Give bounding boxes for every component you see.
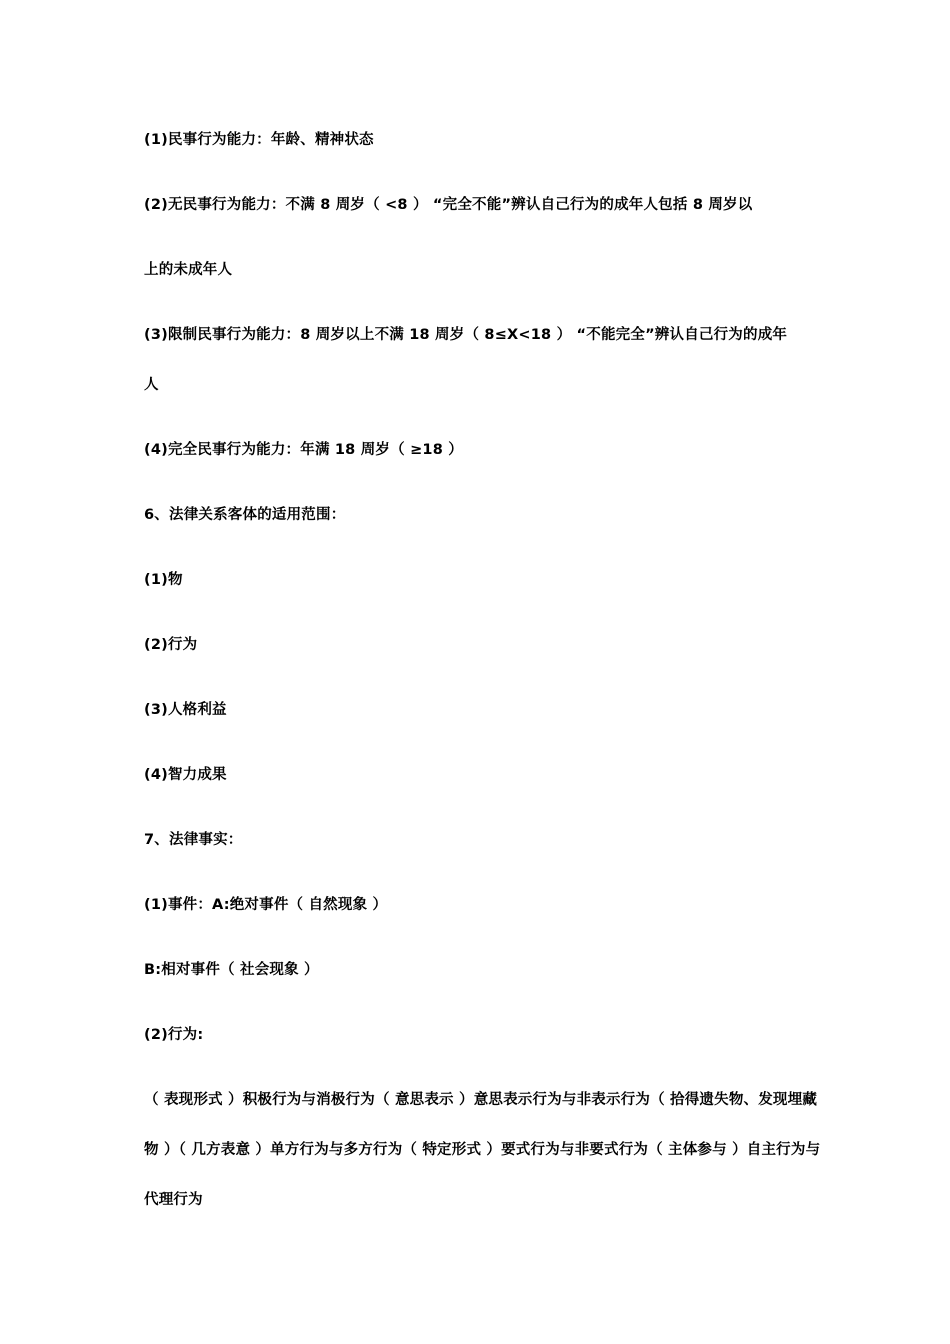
text-line: (3)限制民事行为能力：8 周岁以上不满 18 周岁（ 8≤X<18 ） “不能完全”辨认自己行为的成年 bbox=[144, 327, 788, 343]
text-line: (4)完全民事行为能力：年满 18 周岁（ ≥18 ） bbox=[144, 442, 463, 458]
text-line: 代理行为 bbox=[144, 1192, 203, 1208]
text-line: (4)智力成果 bbox=[144, 767, 227, 783]
text-line: (1)物 bbox=[144, 572, 183, 588]
text-line: (3)人格利益 bbox=[144, 702, 227, 718]
text-line: (1)事件：A:绝对事件（ 自然现象 ） bbox=[144, 897, 388, 913]
text-line: (2)无民事行为能力：不满 8 周岁（ <8 ） “完全不能”辨认自己行为的成年人包括 8 周岁以 bbox=[144, 197, 753, 213]
text-line: 上的未成年人 bbox=[144, 262, 233, 278]
text-line: (1)民事行为能力：年龄、精神状态 bbox=[144, 132, 374, 148]
text-line: 物 ）（ 几方表意 ）单方行为与多方行为（ 特定形式 ）要式行为与非要式行为（ 主体参与 ）自主行为与 bbox=[144, 1142, 821, 1158]
text-line: B:相对事件（ 社会现象 ） bbox=[144, 962, 319, 978]
text-line: (2)行为 bbox=[144, 637, 198, 653]
section-heading: 7、法律事实： bbox=[144, 832, 243, 848]
section-heading: 6、法律关系客体的适用范围： bbox=[144, 507, 346, 523]
text-line: 人 bbox=[144, 377, 159, 393]
text-line: (2)行为: bbox=[144, 1027, 204, 1043]
text-line: （ 表现形式 ）积极行为与消极行为（ 意思表示 ）意思表示行为与非表示行为（ 拾得遗失物、发现埋藏 bbox=[144, 1092, 818, 1108]
